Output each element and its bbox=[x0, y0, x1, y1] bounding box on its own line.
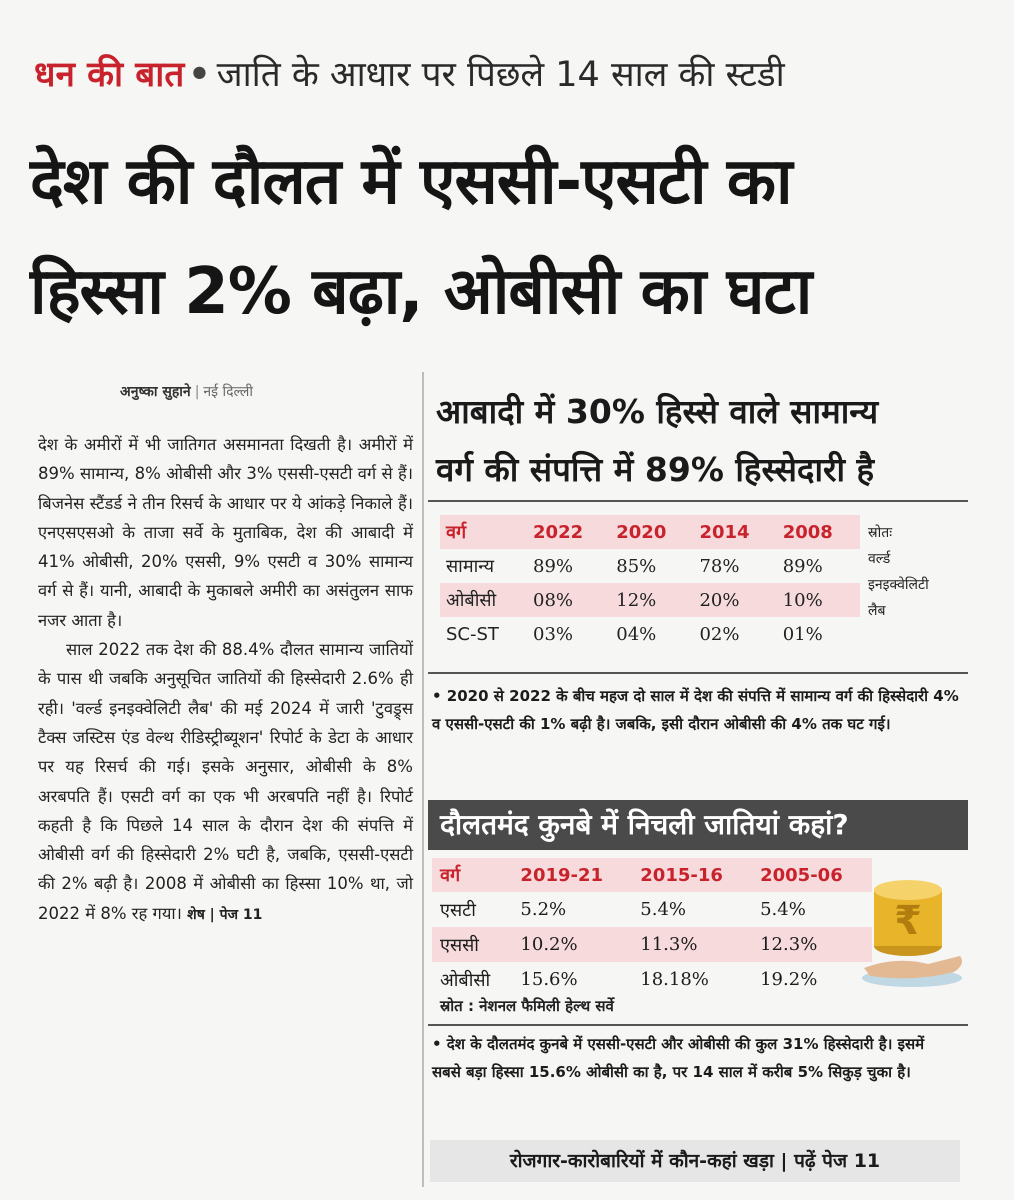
panel1-title-line-1: आबादी में 30% हिस्से वाले सामान्य bbox=[436, 392, 879, 431]
story-paragraph-2 bbox=[38, 635, 413, 930]
story-body bbox=[38, 430, 413, 930]
table-cell: 78% bbox=[699, 555, 740, 577]
source-line: वर्ल्ड bbox=[868, 551, 891, 567]
continued-on-page: शेष | पेज 11 bbox=[187, 906, 263, 923]
table-cell: 15.6% bbox=[520, 969, 578, 990]
table-row-label: ओबीसी bbox=[440, 583, 527, 617]
column-divider bbox=[422, 372, 424, 1187]
table-cell: 02% bbox=[699, 623, 740, 645]
source-line: लैब bbox=[868, 603, 886, 619]
table-row bbox=[440, 583, 860, 617]
byline bbox=[120, 382, 253, 401]
table-row bbox=[432, 927, 872, 962]
table-cell: 5.4% bbox=[640, 899, 686, 920]
table-header-cell: 2015-16 bbox=[632, 858, 752, 892]
table-cell: 19.2% bbox=[760, 969, 818, 990]
table-cell: 89% bbox=[782, 555, 823, 577]
table-header-cell: 2005-06 bbox=[752, 858, 872, 892]
table-cell: 11.3% bbox=[632, 927, 752, 962]
kicker-bullet: • bbox=[188, 55, 211, 95]
panel2-table-rule bbox=[428, 1024, 968, 1026]
headline-line-2: हिस्सा 2% बढ़ा, ओबीसी का घटा bbox=[30, 255, 812, 329]
table-cell: 03% bbox=[533, 623, 574, 645]
table-cell: 10% bbox=[777, 583, 860, 617]
panel1-title bbox=[436, 383, 966, 499]
table-row-label: ओबीसी bbox=[440, 969, 491, 991]
table-cell: 18.18% bbox=[640, 969, 709, 990]
table-header-cell: 2014 bbox=[693, 515, 776, 549]
panel2-source: स्रोत : नेशनल फैमिली हेल्थ सर्वे bbox=[440, 997, 614, 1015]
table-row-label: एससी bbox=[432, 927, 512, 962]
kicker-line bbox=[34, 50, 785, 97]
table-header-cell: 2008 bbox=[777, 515, 860, 549]
table-cell: 89% bbox=[533, 555, 574, 577]
wealth-share-table bbox=[440, 515, 860, 651]
table-row-label: एसटी bbox=[440, 899, 476, 921]
panel1-title-rule bbox=[428, 500, 968, 502]
wealthy-households-table bbox=[432, 858, 872, 997]
table-header-cell: 2020 bbox=[610, 515, 693, 549]
panel2-title-bar: दौलतमंद कुनबे में निचली जातियां कहां? bbox=[428, 800, 968, 850]
panel1-note: • 2020 से 2022 के बीच महज दो साल में देश की संपत्ति में सामान्य वर्ग की हिस्सेदारी 4% व एससी-एसटी की 1% बढ़ी है। जबकि, इसी दौरान ओबीसी की 4% तक घट गई। bbox=[432, 687, 959, 733]
source-line: इनइक्वेलिटी bbox=[868, 577, 929, 593]
svg-text:₹: ₹ bbox=[894, 898, 922, 944]
table-cell: 08% bbox=[527, 583, 610, 617]
story-paragraph-2-text: साल 2022 तक देश की 88.4% दौलत सामान्य जातियों के पास थी जबकि अनुसूचित जातियों की हिस्सेदारी 2.6% ही रही। 'वर्ल्ड इनइक्वेलिटी लैब' की मई 2024 में जारी 'टुवड्र्स टैक्स जस्टिस एंड वेल्थ रीडिस्ट्रीब्यूशन' रिपोर्ट के डेटा के आधार पर यह रिसर्च की गई। इसके अनुसार, ओबीसी के 8% अरबपति हैं। एसटी वर्ग का एक भी अरबपति नहीं है। रिपोर्ट कहती है कि पिछले 14 साल के दौरान देश की संपत्ति में ओबीसी वर्ग की हिस्सेदारी 2% घटी है, जबकि, एससी-एसटी की 2% बढ़ी है। 2008 में ओबीसी का हिस्सा 10% था, जो 2022 में 8% रह गया। bbox=[38, 640, 413, 923]
panel1-source bbox=[868, 520, 929, 624]
table-cell: 5.2% bbox=[520, 899, 567, 920]
byline-author: अनुष्का सुहाने bbox=[120, 384, 191, 400]
panel2-note: • देश के दौलतमंद कुनबे में एससी-एसटी और ओबीसी की कुल 31% हिस्सेदारी है। इसमें सबसे बड़ा हिस्सा 15.6% ओबीसी का है, पर 14 साल में करीब 5% सिकुड़ चुका है। bbox=[432, 1035, 925, 1081]
kicker-label: धन की बात bbox=[34, 55, 185, 95]
table-cell: 5.4% bbox=[760, 899, 806, 920]
table-cell: 85% bbox=[616, 555, 657, 577]
story-paragraph-1: देश के अमीरों में भी जातिगत असमानता दिखती है। अमीरों में 89% सामान्य, 8% ओबीसी और 3% एससी-एसटी वर्ग से हैं। बिजनेस स्टैंडर्ड ने तीन रिसर्च के आधार पर ये आंकड़े निकाले हैं। एनएसएसओ के ताजा सर्वे के मुताबिक, देश की आबादी में 41% ओबीसी, 20% एससी, 9% एसटी व 30% सामान्य वर्ग से हैं। यानी, आबादी के मुकाबले अमीरी का असंतुलन साफ नजर आता है। bbox=[38, 435, 413, 630]
table-cell: 01% bbox=[782, 623, 823, 645]
table-header-row bbox=[432, 858, 872, 892]
panel1-title-line-2: वर्ग की संपत्ति में 89% हिस्सेदारी है bbox=[436, 450, 875, 489]
table-cell: 10.2% bbox=[512, 927, 632, 962]
table-row-label: SC-ST bbox=[446, 623, 499, 645]
table-header-cell: 2019-21 bbox=[512, 858, 632, 892]
table-row bbox=[440, 549, 860, 583]
headline-line-1: देश की दौलत में एससी-एसटी का bbox=[30, 145, 792, 219]
kicker-subtitle: जाति के आधार पर पिछले 14 साल की स्टडी bbox=[216, 55, 785, 95]
table-cell: 20% bbox=[693, 583, 776, 617]
table-cell: 04% bbox=[616, 623, 657, 645]
rupee-coin-on-hand-icon bbox=[856, 860, 968, 990]
table-header-row bbox=[440, 515, 860, 549]
table-row bbox=[432, 892, 872, 927]
source-line: स्रोतः bbox=[868, 525, 893, 541]
table-row bbox=[432, 962, 872, 997]
table-header-cell: वर्ग bbox=[440, 515, 527, 549]
byline-separator: | bbox=[194, 384, 200, 400]
byline-place: नई दिल्ली bbox=[203, 384, 253, 400]
table-row-label: सामान्य bbox=[446, 556, 495, 577]
table-row bbox=[440, 617, 860, 651]
table-header-cell: 2022 bbox=[527, 515, 610, 549]
panel1-table-rule bbox=[428, 672, 968, 674]
table-header-cell: वर्ग bbox=[432, 858, 512, 892]
table-cell: 12.3% bbox=[752, 927, 872, 962]
footer-teaser: रोजगार-कारोबारियों में कौन-कहां खड़ा | पढ़ें पेज 11 bbox=[430, 1140, 960, 1182]
table-cell: 12% bbox=[610, 583, 693, 617]
